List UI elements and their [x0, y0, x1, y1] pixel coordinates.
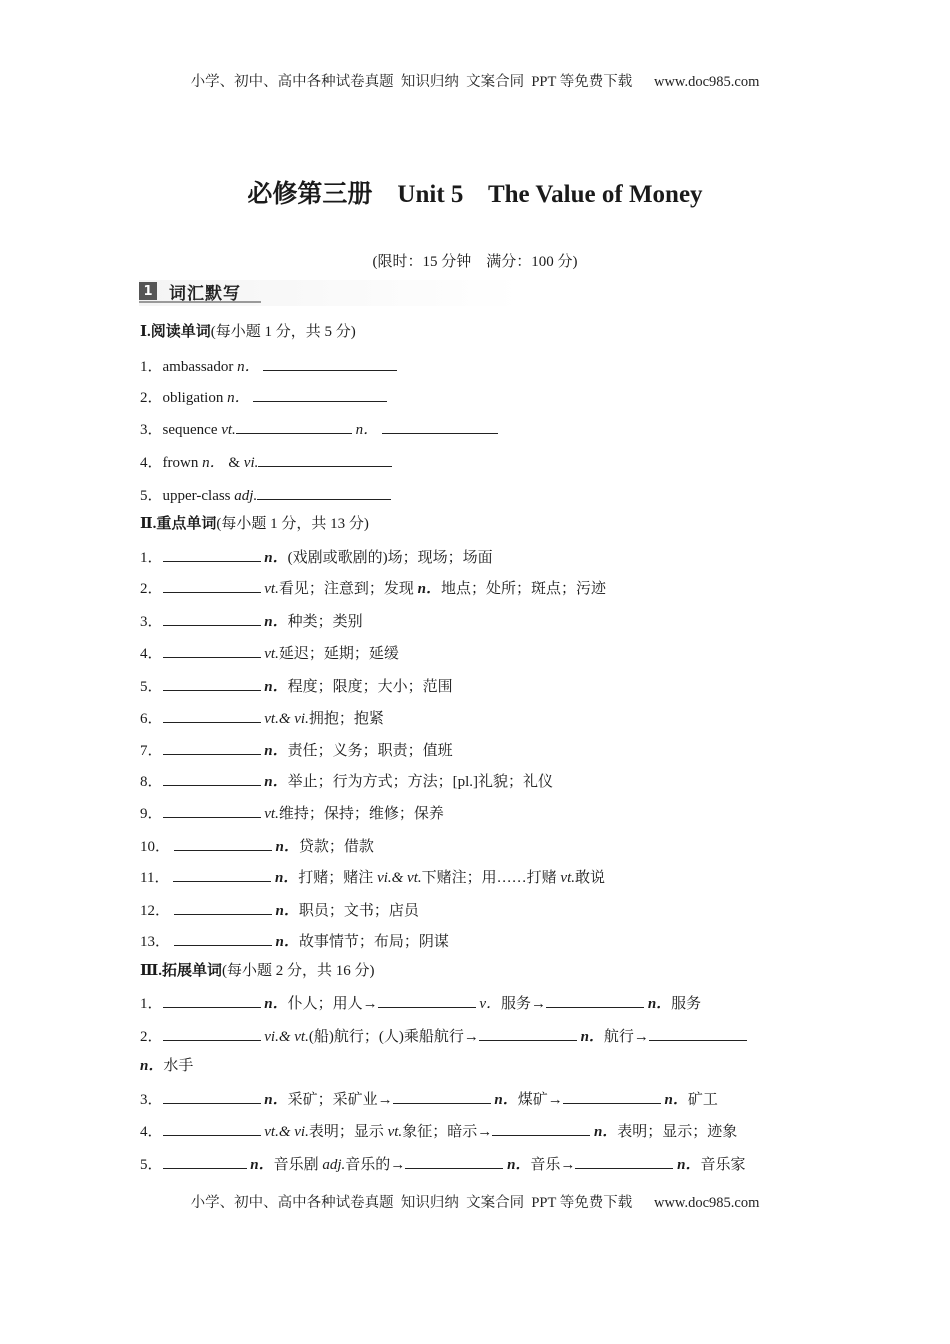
item-pos: n． [274, 870, 299, 886]
item-number: 1． [140, 996, 163, 1012]
item-conj: & [224, 455, 244, 471]
list-item [140, 739, 453, 761]
item-pos: n． [264, 614, 288, 630]
answer-blank[interactable] [405, 1153, 503, 1169]
item-definition: 象征；暗示→ [402, 1124, 493, 1140]
item-word: obligation [162, 390, 228, 406]
item-word: frown [162, 455, 203, 471]
list-item-continuation [140, 1056, 193, 1076]
footer-banner: 小学、初中、高中各种试卷真题 知识归纳 文案合同 PPT 等免费下载 www.doc985.com [190, 1195, 760, 1211]
item-definition: 矿工 [687, 1092, 718, 1108]
answer-blank[interactable] [575, 1153, 673, 1169]
item-pos: n． [275, 839, 299, 855]
section-header [139, 279, 241, 303]
answer-blank[interactable] [479, 1025, 577, 1041]
answer-blank[interactable] [174, 835, 272, 851]
list-item [140, 418, 498, 440]
list-item [140, 546, 493, 568]
item-pos: vi.& vt. [264, 1029, 309, 1045]
time-limit: (限时：15 分钟 满分：100 分) [372, 254, 578, 270]
item-definition: 看见；注意到；发现 [278, 581, 418, 597]
answer-blank[interactable] [163, 707, 261, 723]
item-pos: n． [264, 996, 288, 1012]
answer-blank[interactable] [163, 610, 261, 626]
answer-blank[interactable] [163, 770, 261, 786]
item-definition: 贷款；借款 [298, 839, 374, 855]
item-definition: 职员；文书；店员 [298, 903, 419, 919]
item-number: 3． [140, 1092, 163, 1108]
list-item [140, 802, 444, 824]
section-label: 词汇默写 [169, 283, 241, 304]
item-pos: n． [227, 390, 250, 406]
answer-blank[interactable] [236, 418, 352, 434]
item-number: 1． [140, 550, 163, 566]
item-pos: n． [507, 1157, 531, 1173]
item-number: 8． [140, 774, 163, 790]
answer-blank[interactable] [163, 642, 261, 658]
item-definition: 延迟；延期；延缓 [278, 646, 399, 662]
list-item [140, 675, 453, 697]
item-pos: n． [593, 1124, 618, 1140]
item-definition: 维持；保持；维修；保养 [278, 806, 444, 822]
item-number: 6． [140, 711, 163, 727]
list-item [140, 642, 399, 664]
item-definition: 服务 [671, 996, 702, 1012]
section-number-icon: 1 [139, 282, 157, 300]
item-number: 7． [140, 743, 163, 759]
answer-blank[interactable] [173, 866, 271, 882]
answer-blank[interactable] [163, 577, 261, 593]
item-definition: 煤矿→ [517, 1092, 563, 1108]
answer-blank[interactable] [163, 1120, 261, 1136]
item-pos: n． [264, 1092, 288, 1108]
item-pos: v． [479, 996, 502, 1012]
answer-blank[interactable] [174, 899, 272, 915]
item-pos: vt. [264, 806, 279, 822]
item-number: 4． [140, 1124, 163, 1140]
item-pos: vt. [264, 581, 279, 597]
item-number: 2． [140, 1029, 163, 1045]
part-heading: Ⅱ.重点单词 [140, 516, 217, 532]
item-word: ambassador [162, 359, 238, 375]
part1-heading [140, 322, 356, 342]
item-number: 5． [140, 1157, 163, 1173]
item-pos: vt. [560, 870, 575, 886]
part3-heading [140, 961, 375, 981]
part-score: (每小题 1 分，共 13 分) [216, 516, 369, 532]
item-number: 12． [140, 903, 171, 919]
item-definition: 打赌；赌注 [298, 870, 378, 886]
item-number: 2． [140, 581, 163, 597]
item-definition: 音乐→ [530, 1157, 576, 1173]
answer-blank[interactable] [163, 802, 261, 818]
answer-blank[interactable] [649, 1025, 747, 1041]
item-pos: n． [140, 1058, 164, 1074]
item-number: 13． [140, 934, 171, 950]
list-item [140, 355, 397, 377]
item-definition: 责任；义务；职责；值班 [287, 743, 453, 759]
item-definition: 拥抱；抱紧 [308, 711, 384, 727]
part2-heading [140, 514, 369, 534]
item-definition: 音乐的→ [345, 1157, 406, 1173]
item-pos: n． [355, 422, 379, 438]
item-pos: vt. [264, 646, 279, 662]
list-item [140, 707, 384, 729]
part-heading: Ⅰ.阅读单词 [140, 324, 211, 340]
item-number: 4． [140, 646, 163, 662]
item-definition: 音乐剧 [273, 1157, 323, 1173]
list-item [140, 386, 387, 408]
answer-blank[interactable] [163, 992, 261, 1008]
item-pos: n． [264, 550, 288, 566]
list-item [140, 1153, 746, 1175]
answer-blank[interactable] [563, 1088, 661, 1104]
item-definition: 故事情节；布局；阴谋 [298, 934, 449, 950]
item-pos: adj. [322, 1157, 346, 1173]
item-definition: 表明；显示 [308, 1124, 388, 1140]
item-pos: n． [417, 581, 441, 597]
list-item [140, 835, 374, 857]
item-definition: 音乐家 [700, 1157, 746, 1173]
item-definition: 采矿；采矿业→ [287, 1092, 393, 1108]
answer-blank[interactable] [174, 930, 272, 946]
item-number: 4． [140, 455, 163, 471]
item-number: 3． [140, 422, 163, 438]
list-item [140, 1088, 718, 1110]
answer-blank[interactable] [163, 675, 261, 691]
item-definition: 表明；显示；迹象 [617, 1124, 738, 1140]
list-item [140, 1025, 747, 1047]
answer-blank[interactable] [163, 739, 261, 755]
item-definition: 地点；处所；斑点；污迹 [440, 581, 606, 597]
answer-blank[interactable] [393, 1088, 491, 1104]
item-word: sequence [162, 422, 222, 438]
item-pos: n． [264, 679, 288, 695]
item-definition: (戏剧或歌剧的)场；现场；场面 [287, 550, 493, 566]
list-item [140, 866, 605, 888]
item-pos: n． [250, 1157, 274, 1173]
item-pos: n． [275, 903, 299, 919]
list-item [140, 484, 391, 506]
item-number: 5． [140, 679, 163, 695]
item-pos: vt.& vi. [264, 711, 309, 727]
answer-blank[interactable] [258, 451, 392, 467]
list-item [140, 1120, 737, 1142]
item-pos: vi. [243, 455, 259, 471]
item-pos: vi.& vt. [377, 870, 422, 886]
list-item [140, 610, 363, 632]
list-item [140, 770, 553, 792]
item-definition: 种类；类别 [287, 614, 363, 630]
item-definition: 航行→ [603, 1029, 649, 1045]
item-pos: n． [202, 455, 225, 471]
item-pos: n． [237, 359, 260, 375]
answer-blank[interactable] [163, 1025, 261, 1041]
list-item [140, 930, 449, 952]
item-pos: n． [647, 996, 672, 1012]
answer-blank[interactable] [546, 992, 644, 1008]
item-pos: n． [494, 1092, 518, 1108]
answer-blank[interactable] [263, 355, 397, 371]
item-definition: 敢说 [574, 870, 605, 886]
item-number: 5． [140, 488, 163, 504]
item-word: upper-class [162, 488, 235, 504]
item-definition: 下赌注；用……打赌 [421, 870, 561, 886]
item-definition: 服务→ [501, 996, 547, 1012]
answer-blank[interactable] [163, 1088, 261, 1104]
item-pos: n． [677, 1157, 701, 1173]
item-number: 9． [140, 806, 163, 822]
item-definition: 仆人；用人→ [287, 996, 378, 1012]
item-definition: (船)航行；(人)乘船航行→ [308, 1029, 479, 1045]
answer-blank[interactable] [492, 1120, 590, 1136]
part-score: (每小题 1 分，共 5 分) [210, 324, 356, 340]
list-item [140, 899, 419, 921]
item-pos: n． [264, 743, 288, 759]
item-pos: vt. [387, 1124, 403, 1140]
item-number: 10． [140, 839, 171, 855]
item-pos: n． [664, 1092, 688, 1108]
answer-blank[interactable] [253, 386, 387, 402]
answer-blank[interactable] [163, 1153, 247, 1169]
item-number: 1． [140, 359, 163, 375]
part-score: (每小题 2 分，共 16 分) [222, 963, 375, 979]
item-number: 2． [140, 390, 163, 406]
item-pos: n． [580, 1029, 604, 1045]
item-number: 3． [140, 614, 163, 630]
list-item [140, 451, 392, 473]
item-number: 11． [140, 870, 170, 886]
item-definition: 水手 [163, 1058, 194, 1074]
list-item [140, 577, 606, 599]
answer-blank[interactable] [382, 418, 498, 434]
answer-blank[interactable] [163, 546, 261, 562]
item-definition: 程度；限度；大小；范围 [287, 679, 453, 695]
part-heading: Ⅲ.拓展单词 [140, 963, 223, 979]
item-pos: vt.& vi. [264, 1124, 309, 1140]
answer-blank[interactable] [257, 484, 391, 500]
item-pos: n． [275, 934, 299, 950]
item-pos: n． [264, 774, 288, 790]
item-pos: vt. [221, 422, 236, 438]
list-item [140, 992, 701, 1014]
item-pos: adj. [234, 488, 258, 504]
header-banner: 小学、初中、高中各种试卷真题 知识归纳 文案合同 PPT 等免费下载 www.doc985.com [190, 74, 760, 90]
item-definition: 举止；行为方式；方法；[pl.]礼貌；礼仪 [287, 774, 554, 790]
page-title: 必修第三册 Unit 5 The Value of Money [247, 181, 703, 208]
answer-blank[interactable] [378, 992, 476, 1008]
